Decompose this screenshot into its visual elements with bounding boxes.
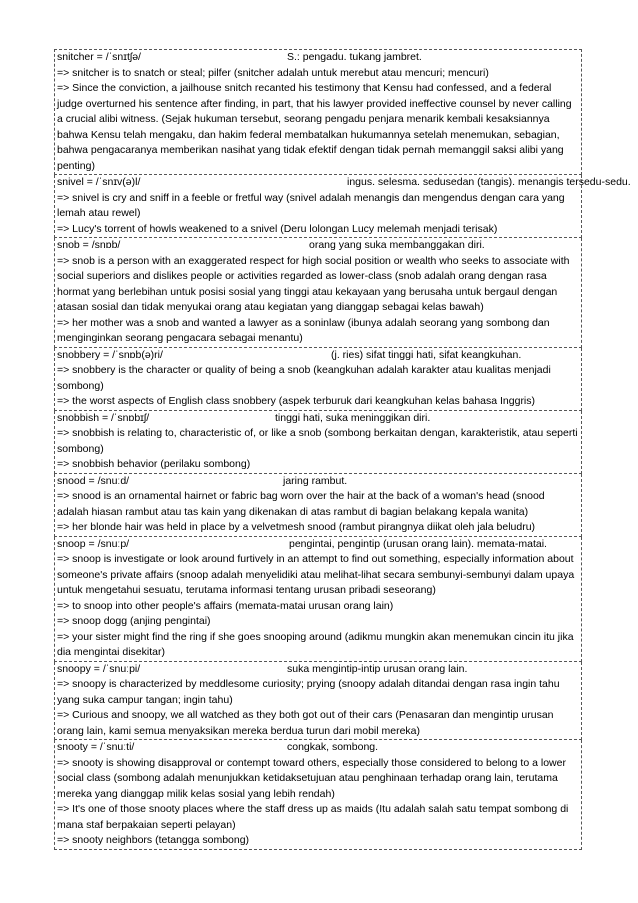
entry-word: snob = /snɒb/ (57, 239, 121, 251)
dictionary-entry (54, 662, 582, 741)
entry-example-line: => snobbish is relating to, characteristic of, or like a snob (sombong berkaitan dengan, karakteristik, atau seperti sombong) (57, 427, 578, 455)
dictionary-page (54, 49, 631, 850)
entry-meaning: orang yang suka membanggakan diri. (309, 239, 485, 251)
entry-headline (57, 662, 579, 678)
entry-word: snivel = /ˈsnɪv(ə)l/ (57, 176, 141, 188)
entry-headline (57, 348, 579, 364)
dictionary-entry (54, 537, 582, 662)
entry-example-line: => snoop dogg (anjing pengintai) (57, 615, 211, 627)
entry-headline (57, 50, 579, 66)
entry-word: snobbish = /ˈsnɒbɪʃ/ (57, 411, 150, 424)
dictionary-entry (54, 49, 582, 175)
entry-example-line: => the worst aspects of English class snobbery (aspek terburuk dari keangkuhan kelas bahasa Inggris) (57, 395, 536, 407)
entry-meaning: jaring rambut. (283, 474, 348, 487)
entry-word: snitcher = /ˈsnɪtʃə/ (57, 51, 141, 63)
entry-headline (57, 740, 579, 756)
entry-example-line: => snobbish behavior (perilaku sombong) (57, 458, 251, 470)
entry-word: snobbery = /ˈsnɒb(ə)ri/ (57, 348, 163, 361)
entry-word: snood = /snuːd/ (57, 474, 130, 487)
dictionary-entry (54, 411, 582, 474)
entry-example-line: => Lucy's torrent of howls weakened to a snivel (Deru lolongan Lucy melemah menjadi terisak) (57, 222, 498, 235)
entry-meaning: ingus. selesma. sedusedan (tangis). menangis tersedu-sedu. (347, 176, 631, 188)
entry-headline (57, 537, 579, 553)
entry-example-line: => snooty neighbors (tetangga sombong) (57, 834, 250, 846)
entry-meaning: (j. ries) sifat tinggi hati, sifat keangkuhan. (331, 348, 522, 361)
entry-example-line: => to snoop into other people's affairs (memata-matai urusan orang lain) (57, 599, 394, 612)
entry-example-line: => snivel is cry and sniff in a feeble or fretful way (snivel adalah menangis dan mengendus dengan cara yang lemah atau rewel) (57, 191, 565, 219)
entry-example-line: => snood is an ornamental hairnet or fabric bag worn over the hair at the back of a woman's head (snood adalah hiasan rambut atau tas kain yang dikenakan di atas rambut di bagian belakang kepala wanita) (57, 490, 545, 518)
entry-headline (57, 411, 579, 427)
entry-example-line: => Curious and snoopy, we all watched as they both got out of their cars (Penasaran dan mengintip urusan orang lain, kami semua menyaksikan mereka berdua turun dari mobil mereka) (57, 709, 554, 737)
entry-meaning: suka mengintip-intip urusan orang lain. (287, 662, 468, 675)
dictionary-entry (54, 348, 582, 411)
dictionary-entry (54, 474, 582, 537)
entry-example-line: => snoopy is characterized by meddlesome curiosity; prying (snoopy adalah ditandai dengan rasa ingin tahu yang suka campur tangan; ingin tahu) (57, 678, 560, 706)
entry-meaning: S.: pengadu. tukang jambret. (287, 51, 422, 63)
entry-meaning: pengintai, pengintip (urusan orang lain). memata-matai. (289, 537, 547, 550)
entry-example-line: => snooty is showing disapproval or contempt toward others, especially those considered to belong to a lower social class (sombong adalah menunjukkan ketidaksetujuan atau penghinaan terhadap orang lain, terutama mereka yang dianggap milik kelas sosial yang lebih rendah) (57, 756, 566, 800)
entry-word: snooty = /ˈsnuːti/ (57, 741, 135, 753)
dictionary-entry (54, 238, 582, 348)
entry-meaning: tinggi hati, suka meninggikan diri. (275, 411, 431, 424)
entry-example-line: => your sister might find the ring if she goes snooping around (adikmu mungkin akan menemukan cincin itu jika dia mengintai disekitar) (57, 630, 574, 658)
entry-word: snoop = /snuːp/ (57, 537, 130, 550)
entry-example-line: => snoop is investigate or look around furtively in an attempt to find out something, especially information about someone's private affairs (snoop adalah menyelidiki atau melihat-lihat secara sembunyi-sembunyi dalam upaya untuk mengetahui sesuatu, terutama informasi tentang urusan pribadi seseorang) (57, 553, 575, 596)
entry-example-line: => her blonde hair was held in place by a velvetmesh snood (rambut pirangnya diikat oleh jala beludru) (57, 521, 536, 533)
entry-headline (57, 474, 579, 490)
entry-meaning: congkak, sombong. (287, 741, 379, 753)
entry-word: snoopy = /ˈsnuːpi/ (57, 662, 141, 675)
entry-example-line: => her mother was a snob and wanted a lawyer as a soninlaw (ibunya adalah seorang yang sombong dan menginginkan seorang pengacara sebagai menantu) (57, 316, 550, 344)
entry-example-line: => It's one of those snooty places where the staff dress up as maids (Itu adalah salah satu tempat sombong di mana staf berpakaian seperti pelayan) (57, 803, 569, 831)
dictionary-entry (54, 175, 631, 238)
dictionary-entry (54, 740, 582, 850)
entry-headline (57, 238, 579, 254)
entry-example-line: => snitcher is to snatch or steal; pilfer (snitcher adalah untuk merebut atau mencuri; mencuri) (57, 66, 489, 79)
entry-example-line: => snobbery is the character or quality of being a snob (keangkuhan adalah karakter atau kualitas menjadi sombong) (57, 364, 551, 392)
entry-example-line: => snob is a person with an exaggerated respect for high social position or wealth who seeks to associate with social superiors and dislikes people or activities regarded as lower-class (snob adalah orang dengan rasa hormat yang berlebihan untuk posisi sosial yang tinggi atau kekayaan yang berusaha untuk bergaul dengan atasan sosial dan tidak menyukai orang atau kegiatan yang dianggap sebagai kelas bawah) (57, 254, 570, 313)
entry-headline (57, 175, 631, 191)
entry-example-line: => Since the conviction, a jailhouse snitch recanted his testimony that Kensu had confessed, and a federal judge overturned his sentence after finding, in part, that his lawyer provided ineffective counsel by never calling a crucial alibi witness. (Sejak hukuman tersebut, seorang pengadu penjara menarik kembali kesaksiannya bahwa Kensu telah mengaku, dan hakim federal membatalkan hukumannya setelah menemukan, sebagian, bahwa pengacaranya memberikan nasihat yang tidak efektif dengan tidak pernah memanggil saksi alibi yang penting) (57, 82, 572, 172)
